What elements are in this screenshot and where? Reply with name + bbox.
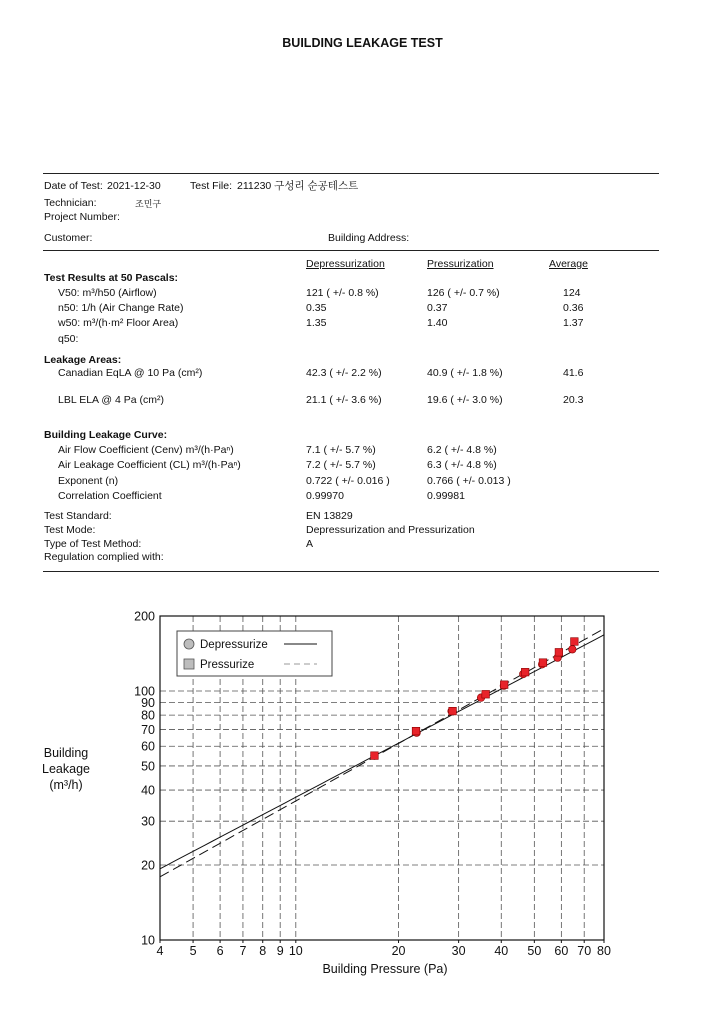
curve-press-value: 0.766 ( +/- 0.013 ): [427, 475, 511, 487]
result-depress-value: 0.35: [306, 302, 327, 314]
result-average-value: 0.36: [563, 302, 584, 314]
result-label: w50: m³/(h·m² Floor Area): [58, 317, 179, 329]
x-tick-label: 30: [451, 944, 466, 958]
technician-value: 조민구: [135, 199, 162, 209]
y-tick-label: 60: [141, 739, 155, 754]
pressurize-data-point: [449, 707, 457, 715]
date-label: Date of Test:: [44, 180, 103, 192]
test-mode-value: Depressurization and Pressurization: [306, 524, 475, 536]
test-standard-value: EN 13829: [306, 510, 353, 522]
project-number-label: Project Number:: [44, 211, 120, 223]
y-axis-label: Leakage: [42, 762, 90, 776]
regulation-label: Regulation complied with:: [44, 551, 164, 563]
leakage-areas-heading: Leakage Areas:: [44, 354, 122, 366]
legend-label: Pressurize: [200, 659, 255, 671]
customer-label: Customer:: [44, 232, 93, 244]
x-tick-label: 50: [527, 944, 542, 958]
test-file-label: Test File:: [190, 180, 233, 192]
column-header-depressurization: Depressurization: [306, 258, 385, 270]
leakage-area-average-value: 41.6: [563, 367, 584, 379]
page-title: BUILDING LEAKAGE TEST: [282, 36, 443, 50]
x-tick-label: 5: [189, 944, 197, 958]
leakage-area-press-value: 40.9 ( +/- 1.8 %): [427, 367, 503, 379]
test-standard-label: Test Standard:: [44, 510, 112, 522]
result-label: n50: 1/h (Air Change Rate): [58, 302, 184, 314]
curve-label: Air Flow Coefficient (Cenv) m³/(h·Paⁿ): [58, 444, 234, 456]
y-tick-label: 90: [141, 695, 155, 710]
test-method-label: Type of Test Method:: [44, 538, 142, 550]
legend-square-marker: [184, 659, 194, 669]
result-press-value: 126 ( +/- 0.7 %): [427, 287, 500, 299]
x-tick-label: 7: [239, 944, 247, 958]
pressurize-data-point: [482, 690, 490, 698]
pressurize-data-point: [539, 659, 547, 667]
x-tick-label: 10: [288, 944, 303, 958]
y-tick-label: 200: [134, 609, 155, 624]
test-method-value: A: [306, 538, 314, 550]
leakage-area-depress-value: 42.3 ( +/- 2.2 %): [306, 367, 382, 379]
pressurize-data-point: [500, 681, 508, 689]
x-tick-label: 60: [554, 944, 569, 958]
x-tick-label: 20: [391, 944, 406, 958]
results-50-heading: Test Results at 50 Pascals:: [44, 272, 179, 284]
curve-depress-value: 0.722 ( +/- 0.016 ): [306, 475, 390, 487]
y-tick-label: 40: [141, 783, 155, 798]
result-average-value: 1.37: [563, 317, 584, 329]
building-leakage-chart: [0, 600, 725, 1000]
curve-depress-value: 7.1 ( +/- 5.7 %): [306, 444, 376, 456]
legend-label: Depressurize: [200, 639, 268, 651]
pressurize-data-point: [571, 638, 579, 646]
x-tick-label: 40: [494, 944, 509, 958]
column-header-pressurization: Pressurization: [427, 258, 494, 270]
result-average-value: 124: [563, 287, 581, 299]
legend-circle-marker: [184, 639, 194, 649]
divider-top: [43, 173, 659, 174]
result-label: q50:: [58, 333, 79, 345]
y-axis-label: Building: [43, 746, 89, 760]
curve-press-value: 6.3 ( +/- 4.8 %): [427, 459, 497, 471]
y-tick-label: 100: [134, 684, 155, 699]
y-tick-label: 30: [141, 814, 155, 829]
x-axis-label: Building Pressure (Pa): [322, 962, 448, 976]
leakage-area-label: LBL ELA @ 4 Pa (cm²): [58, 394, 164, 406]
y-tick-label: 10: [141, 933, 155, 948]
leakage-curve-heading: Building Leakage Curve:: [44, 429, 168, 441]
x-tick-label: 80: [597, 944, 611, 958]
curve-depress-value: 0.99970: [306, 490, 344, 502]
pressurize-data-point: [521, 668, 529, 676]
date-value: 2021-12-30: [107, 180, 161, 192]
column-header-average: Average: [549, 258, 588, 270]
leakage-area-press-value: 19.6 ( +/- 3.0 %): [427, 394, 503, 406]
y-tick-label: 50: [141, 759, 155, 774]
pressurize-data-point: [555, 648, 563, 656]
result-press-value: 1.40: [427, 317, 448, 329]
pressurize-data-point: [371, 752, 379, 760]
leakage-area-depress-value: 21.1 ( +/- 3.6 %): [306, 394, 382, 406]
x-tick-label: 4: [156, 944, 164, 958]
y-tick-label: 70: [141, 723, 155, 738]
curve-label: Exponent (n): [58, 475, 119, 487]
curve-depress-value: 7.2 ( +/- 5.7 %): [306, 459, 376, 471]
leakage-area-average-value: 20.3: [563, 394, 584, 406]
divider-bottom: [43, 571, 659, 572]
test-file-value: 211230 구성리 순공테스트: [237, 180, 359, 192]
technician-label: Technician:: [44, 197, 97, 209]
x-tick-label: 8: [259, 944, 267, 958]
y-axis-label: (m³/h): [49, 778, 83, 792]
building-address-label: Building Address:: [328, 232, 410, 244]
curve-label: Correlation Coefficient: [58, 490, 162, 502]
curve-press-value: 6.2 ( +/- 4.8 %): [427, 444, 497, 456]
pressurize-data-point: [412, 727, 420, 735]
divider-middle: [43, 250, 659, 251]
y-tick-label: 80: [141, 708, 155, 723]
curve-press-value: 0.99981: [427, 490, 465, 502]
result-depress-value: 121 ( +/- 0.8 %): [306, 287, 379, 299]
x-tick-label: 6: [216, 944, 224, 958]
curve-label: Air Leakage Coefficient (CL) m³/(h·Paⁿ): [58, 459, 241, 471]
depressurize-data-point: [569, 645, 577, 653]
x-tick-label: 9: [276, 944, 284, 958]
result-label: V50: m³/h50 (Airflow): [58, 287, 157, 299]
test-mode-label: Test Mode:: [44, 524, 96, 536]
x-tick-label: 70: [577, 944, 592, 958]
y-tick-label: 20: [141, 858, 155, 873]
leakage-area-label: Canadian EqLA @ 10 Pa (cm²): [58, 367, 203, 379]
result-press-value: 0.37: [427, 302, 448, 314]
result-depress-value: 1.35: [306, 317, 327, 329]
